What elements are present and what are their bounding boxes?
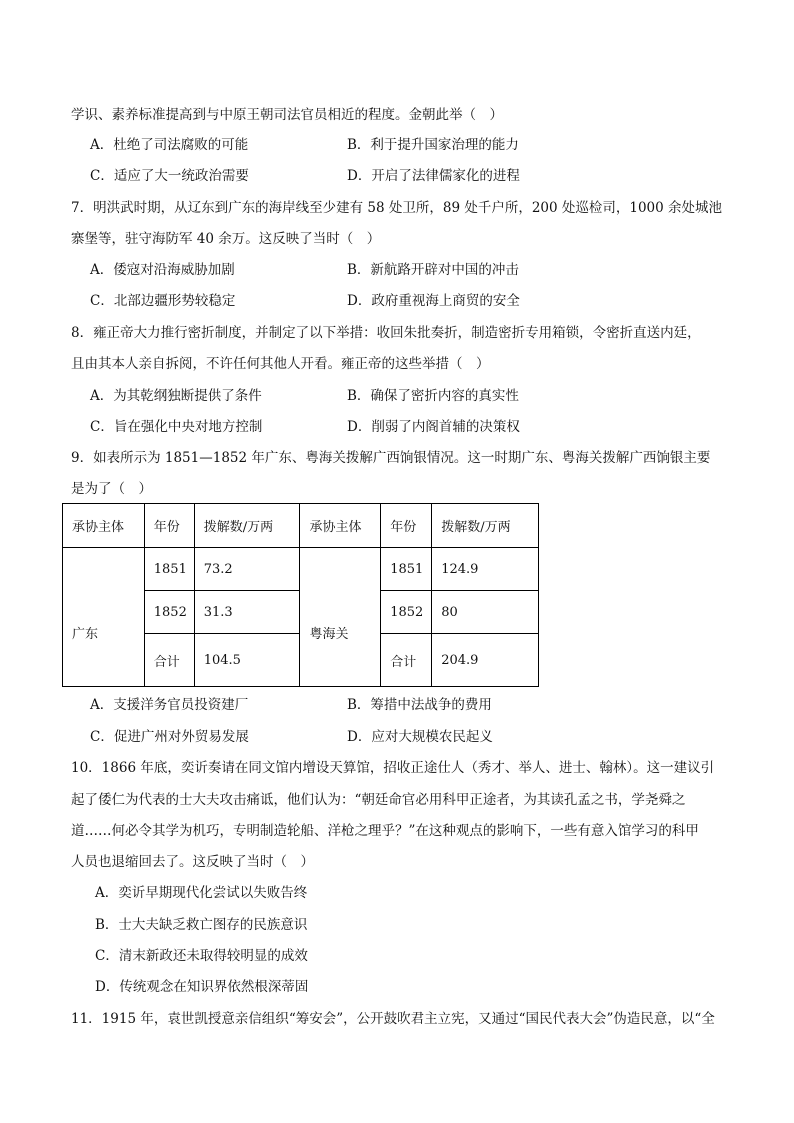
q7-option-b[interactable]: B．新航路开辟对中国的冲击 bbox=[347, 262, 519, 278]
q8-option-b[interactable]: B．确保了密折内容的真实性 bbox=[347, 388, 519, 404]
table-cell: 104.5 bbox=[194, 634, 300, 687]
table-cell: 73.2 bbox=[194, 548, 300, 591]
q10-option-a[interactable]: A．奕䜣早期现代化尝试以失败告终 bbox=[95, 885, 308, 901]
q8-stem-line2: 且由其本人亲自拆阅，不许任何其他人开看。雍正帝的这些举措（ ） bbox=[71, 356, 490, 372]
q10-option-b[interactable]: B．士大夫缺乏救亡图存的民族意识 bbox=[95, 917, 308, 933]
header-cell: 拨解数/万两 bbox=[432, 504, 539, 548]
table-row bbox=[63, 548, 539, 591]
q7-stem-line2: 寨堡等，驻守海防军 40 余万。这反映了当时（ ） bbox=[71, 231, 381, 247]
header-cell: 年份 bbox=[381, 504, 432, 548]
table-cell: 31.3 bbox=[194, 591, 300, 634]
entity-cell-guangdong: 广东 bbox=[63, 548, 145, 687]
q9-stem-line1: 9．如表所示为 1851—1852 年广东、粤海关拨解广西饷银情况。这一时期广东、粤海关拨解广西饷银主要 bbox=[71, 450, 711, 466]
header-cell: 拨解数/万两 bbox=[194, 504, 300, 548]
q9-option-b[interactable]: B．筹措中法战争的费用 bbox=[347, 697, 492, 713]
q10-stem-line4: 人员也退缩回去了。这反映了当时（ ） bbox=[71, 854, 314, 870]
table-cell: 1852 bbox=[381, 591, 432, 634]
q10-option-d[interactable]: D．传统观念在知识界依然根深蒂固 bbox=[95, 979, 309, 995]
table-cell: 合计 bbox=[144, 634, 194, 687]
q8-option-c[interactable]: C．旨在强化中央对地方控制 bbox=[90, 419, 263, 435]
table-cell: 合计 bbox=[381, 634, 432, 687]
q7-stem-line1: 7．明洪武时期，从辽东到广东的海岸线至少建有 58 处卫所，89 处千户所，200 处巡检司，1000 余处城池 bbox=[71, 200, 723, 216]
q7-option-d[interactable]: D．政府重视海上商贸的安全 bbox=[347, 293, 520, 309]
entity-cell-yuehaiguan: 粤海关 bbox=[300, 548, 381, 687]
table-cell: 1852 bbox=[144, 591, 194, 634]
header-cell: 承协主体 bbox=[63, 504, 145, 548]
table-cell: 1851 bbox=[381, 548, 432, 591]
q9-option-a[interactable]: A．支援洋务官员投资建厂 bbox=[90, 697, 249, 713]
header-cell: 年份 bbox=[144, 504, 194, 548]
q6-option-d[interactable]: D．开启了法律儒家化的进程 bbox=[347, 168, 520, 184]
header-cell: 承协主体 bbox=[300, 504, 381, 548]
q10-stem-line3: 道……何必令其学为机巧，专明制造轮船、洋枪之理乎？”在这种观点的影响下，一些有意入馆学习的科甲 bbox=[71, 823, 699, 839]
q9-stem-line2: 是为了（ ） bbox=[71, 481, 152, 497]
q10-stem-line2: 起了倭仁为代表的士大夫攻击痛诋，他们认为：“朝廷命官必用科甲正途者，为其读孔孟之书，学尧舜之 bbox=[71, 792, 686, 808]
q6-option-c[interactable]: C．适应了大一统政治需要 bbox=[90, 168, 249, 184]
table-cell: 124.9 bbox=[432, 548, 539, 591]
q7-option-a[interactable]: A．倭寇对沿海威胁加剧 bbox=[90, 262, 235, 278]
q9-option-c[interactable]: C．促进广州对外贸易发展 bbox=[90, 729, 249, 745]
q8-stem-line1: 8．雍正帝大力推行密折制度，并制定了以下举措：收回朱批奏折，制造密折专用箱锁，令密折直送内廷， bbox=[71, 325, 701, 341]
table-cell: 80 bbox=[432, 591, 539, 634]
q7-option-c[interactable]: C．北部边疆形势较稳定 bbox=[90, 293, 236, 309]
q11-stem-line1: 11．1915 年，袁世凯授意亲信组织“筹安会”，公开鼓吹君主立宪，又通过“国民代表大会”伪造民意，以“全 bbox=[71, 1011, 715, 1027]
table-header-row bbox=[63, 504, 539, 548]
q9-silver-table bbox=[62, 503, 539, 687]
q8-option-d[interactable]: D．削弱了内阁首辅的决策权 bbox=[347, 419, 520, 435]
q10-stem-line1: 10．1866 年底，奕䜣奏请在同文馆内增设天算馆，招收正途仕人（秀才、举人、进士、翰林）。这一建议引 bbox=[71, 760, 715, 776]
q6-stem-continuation: 学识、素养标准提高到与中原王朝司法官员相近的程度。金朝此举（ ） bbox=[71, 107, 503, 123]
q9-option-d[interactable]: D．应对大规模农民起义 bbox=[347, 729, 493, 745]
q6-option-b[interactable]: B．利于提升国家治理的能力 bbox=[347, 137, 519, 153]
q6-option-a[interactable]: A．杜绝了司法腐败的可能 bbox=[90, 137, 249, 153]
q10-option-c[interactable]: C．清末新政还未取得较明显的成效 bbox=[95, 948, 308, 964]
table-cell: 204.9 bbox=[432, 634, 539, 687]
q8-option-a[interactable]: A．为其乾纲独断提供了条件 bbox=[90, 388, 262, 404]
table-cell: 1851 bbox=[144, 548, 194, 591]
